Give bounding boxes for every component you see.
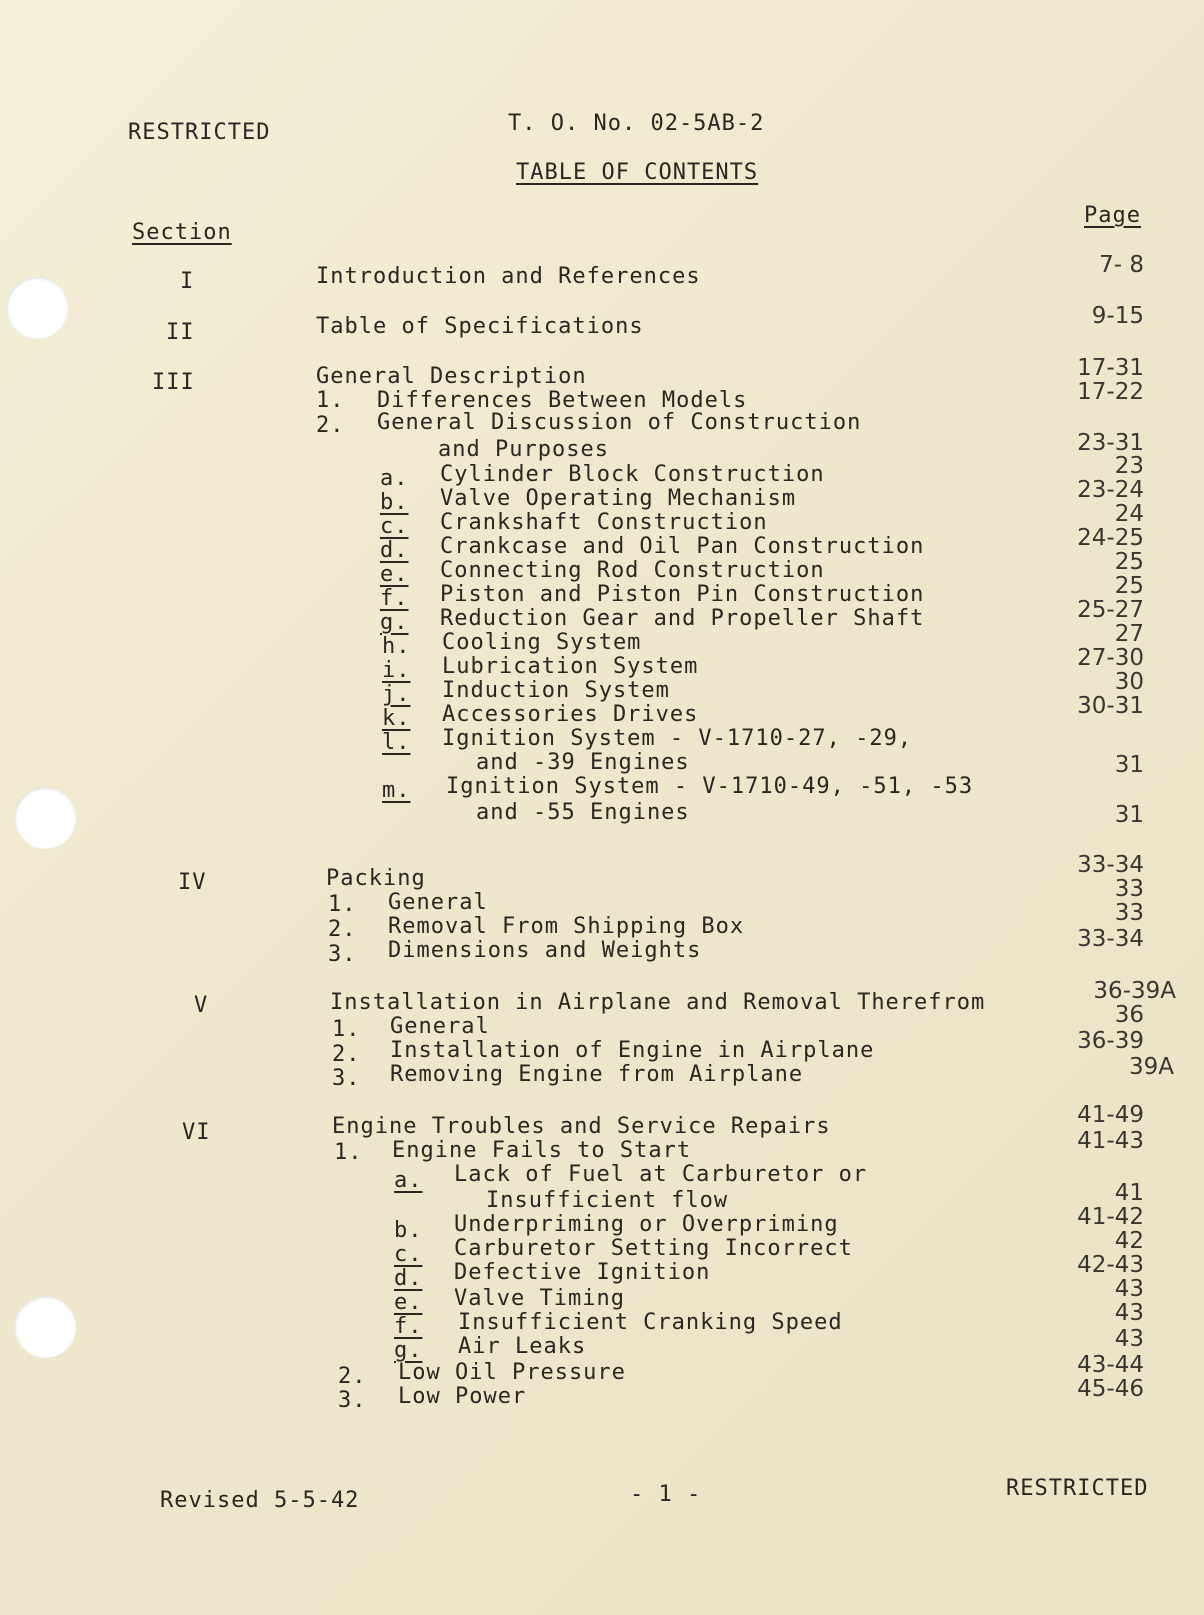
entry-number: 1. — [328, 892, 357, 917]
entry-text: General — [390, 1014, 490, 1039]
section-numeral: IV — [178, 870, 207, 895]
section-numeral: III — [152, 370, 195, 395]
entry-letter: k. — [382, 706, 411, 731]
page-range: 25 — [1114, 573, 1144, 599]
entry-text: Underpriming or Overpriming — [454, 1212, 839, 1237]
entry-text-continued: Insufficient flow — [486, 1188, 729, 1213]
section-numeral: II — [166, 320, 195, 345]
entry-letter: f. — [394, 1314, 423, 1339]
entry-number: 3. — [328, 942, 357, 967]
to-number: T. O. No. 02-5AB-2 — [508, 111, 765, 136]
page-range: 43 — [1114, 1276, 1144, 1302]
entry-text: Crankcase and Oil Pan Construction — [440, 534, 925, 559]
page-range: 23-31 — [1077, 430, 1144, 456]
entry-letter: f. — [380, 586, 409, 611]
entry-letter: l. — [382, 730, 411, 755]
entry-number: 1. — [316, 388, 345, 413]
page-title: TABLE OF CONTENTS — [516, 160, 759, 185]
entry-text-continued: and Purposes — [438, 437, 609, 462]
page-range: 25-27 — [1077, 597, 1144, 623]
entry-text: Lubrication System — [442, 654, 699, 679]
entry-letter: j. — [382, 682, 411, 707]
page-range: 7- 8 — [1099, 252, 1144, 278]
entry-text: Reduction Gear and Propeller Shaft — [440, 606, 925, 631]
page-range: 30 — [1114, 669, 1144, 695]
section-title: Table of Specifications — [316, 314, 644, 339]
entry-letter: d. — [380, 538, 409, 563]
entry-number: 1. — [334, 1140, 363, 1165]
page-column-label: Page — [1084, 203, 1141, 228]
entry-letter: a. — [380, 466, 409, 491]
entry-text: Dimensions and Weights — [388, 938, 702, 963]
page-range: 23-24 — [1077, 477, 1144, 503]
page-range: 45-46 — [1077, 1376, 1144, 1402]
entry-text: Valve Operating Mechanism — [440, 486, 797, 511]
entry-number: 2. — [338, 1364, 367, 1389]
section-numeral: I — [180, 269, 195, 294]
page-number: - 1 - — [630, 1482, 702, 1507]
page-range: 43 — [1114, 1326, 1144, 1352]
page-range: 33-34 — [1077, 926, 1144, 952]
entry-letter: g. — [394, 1338, 423, 1363]
section-title: Engine Troubles and Service Repairs — [332, 1114, 831, 1139]
page-range: 27 — [1114, 621, 1144, 647]
page-range: 41 — [1114, 1180, 1144, 1206]
entry-text: Piston and Piston Pin Construction — [440, 582, 925, 607]
punch-hole-bottom — [14, 1296, 76, 1358]
page-range: 24-25 — [1077, 525, 1144, 551]
revised-date: Revised 5-5-42 — [160, 1488, 360, 1513]
entry-letter: e. — [394, 1290, 423, 1315]
entry-letter: h. — [382, 634, 411, 659]
page-range: 33 — [1114, 876, 1144, 902]
page-range: 25 — [1114, 549, 1144, 575]
page-range: 9-15 — [1091, 303, 1144, 329]
entry-letter: g. — [380, 610, 409, 635]
entry-number: 1. — [332, 1017, 361, 1042]
page-range: 17-31 — [1077, 355, 1144, 381]
entry-text: Insufficient Cranking Speed — [458, 1310, 843, 1335]
page-range: 43-44 — [1077, 1352, 1144, 1378]
page-range: 30-31 — [1077, 693, 1144, 719]
restricted-header: RESTRICTED — [128, 120, 271, 145]
page-range: 43 — [1114, 1300, 1144, 1326]
page-range: 36 — [1114, 1002, 1144, 1028]
section-numeral: V — [194, 993, 209, 1018]
page-range: 23 — [1114, 453, 1144, 479]
page-range: 36-39A — [1093, 978, 1176, 1004]
page-range: 17-22 — [1077, 379, 1144, 405]
entry-number: 2. — [328, 917, 357, 942]
entry-letter: i. — [382, 658, 411, 683]
page-range: 39A — [1128, 1054, 1174, 1080]
entry-text: Installation of Engine in Airplane — [390, 1038, 875, 1063]
section-title: General Description — [316, 364, 587, 389]
page-range: 42 — [1114, 1228, 1144, 1254]
entry-text: Ignition System - V-1710-49, -51, -53 — [446, 774, 974, 799]
entry-text: Defective Ignition — [454, 1260, 711, 1285]
entry-text: Cylinder Block Construction — [440, 462, 825, 487]
punch-hole-top — [6, 277, 68, 339]
entry-text-continued: and -39 Engines — [476, 750, 690, 775]
entry-text: Air Leaks — [458, 1334, 587, 1359]
section-numeral: VI — [182, 1120, 211, 1145]
page-range: 31 — [1114, 802, 1144, 828]
page-range: 31 — [1114, 752, 1144, 778]
entry-letter: c. — [394, 1242, 423, 1267]
entry-text: Valve Timing — [454, 1286, 625, 1311]
entry-text: Removing Engine from Airplane — [390, 1062, 804, 1087]
entry-number: 2. — [332, 1042, 361, 1067]
entry-text: Low Power — [398, 1384, 527, 1409]
entry-letter: b. — [380, 490, 409, 515]
entry-text: General Discussion of Construction — [377, 410, 862, 435]
entry-letter: c. — [380, 514, 409, 539]
entry-text: Carburetor Setting Incorrect — [454, 1236, 853, 1261]
entry-text: Low Oil Pressure — [398, 1360, 626, 1385]
entry-letter: a. — [394, 1168, 423, 1193]
section-title: Installation in Airplane and Removal Therefrom — [330, 990, 986, 1015]
entry-letter: e. — [380, 562, 409, 587]
page-range: 24 — [1114, 501, 1144, 527]
entry-text: Accessories Drives — [442, 702, 699, 727]
section-title: Packing — [326, 866, 426, 891]
page-range: 41-42 — [1077, 1204, 1144, 1230]
entry-text: Differences Between Models — [377, 388, 748, 413]
entry-number: 2. — [316, 413, 345, 438]
section-column-label: Section — [132, 220, 232, 245]
entry-text: Engine Fails to Start — [392, 1138, 692, 1163]
page-range: 42-43 — [1077, 1252, 1144, 1278]
entry-letter: b. — [394, 1218, 423, 1243]
entry-text: Cooling System — [442, 630, 642, 655]
entry-number: 3. — [338, 1388, 367, 1413]
entry-letter: d. — [394, 1266, 423, 1291]
page-range: 41-49 — [1077, 1102, 1144, 1128]
entry-text: Removal From Shipping Box — [388, 914, 745, 939]
entry-text: General — [388, 890, 488, 915]
entry-text-continued: and -55 Engines — [476, 800, 690, 825]
page-range: 27-30 — [1077, 645, 1144, 671]
entry-text: Connecting Rod Construction — [440, 558, 825, 583]
page-range: 33 — [1114, 900, 1144, 926]
page-range: 33-34 — [1077, 852, 1144, 878]
entry-text: Lack of Fuel at Carburetor or — [454, 1162, 868, 1187]
page-range: 41-43 — [1077, 1128, 1144, 1154]
entry-text: Induction System — [442, 678, 670, 703]
entry-text: Ignition System - V-1710-27, -29, — [442, 726, 913, 751]
entry-letter: m. — [382, 778, 411, 803]
entry-number: 3. — [332, 1066, 361, 1091]
entry-text: Crankshaft Construction — [440, 510, 768, 535]
punch-hole-middle — [14, 787, 76, 849]
section-title: Introduction and References — [316, 264, 701, 289]
restricted-footer: RESTRICTED — [1006, 1476, 1149, 1501]
page-range: 36-39 — [1077, 1028, 1144, 1054]
